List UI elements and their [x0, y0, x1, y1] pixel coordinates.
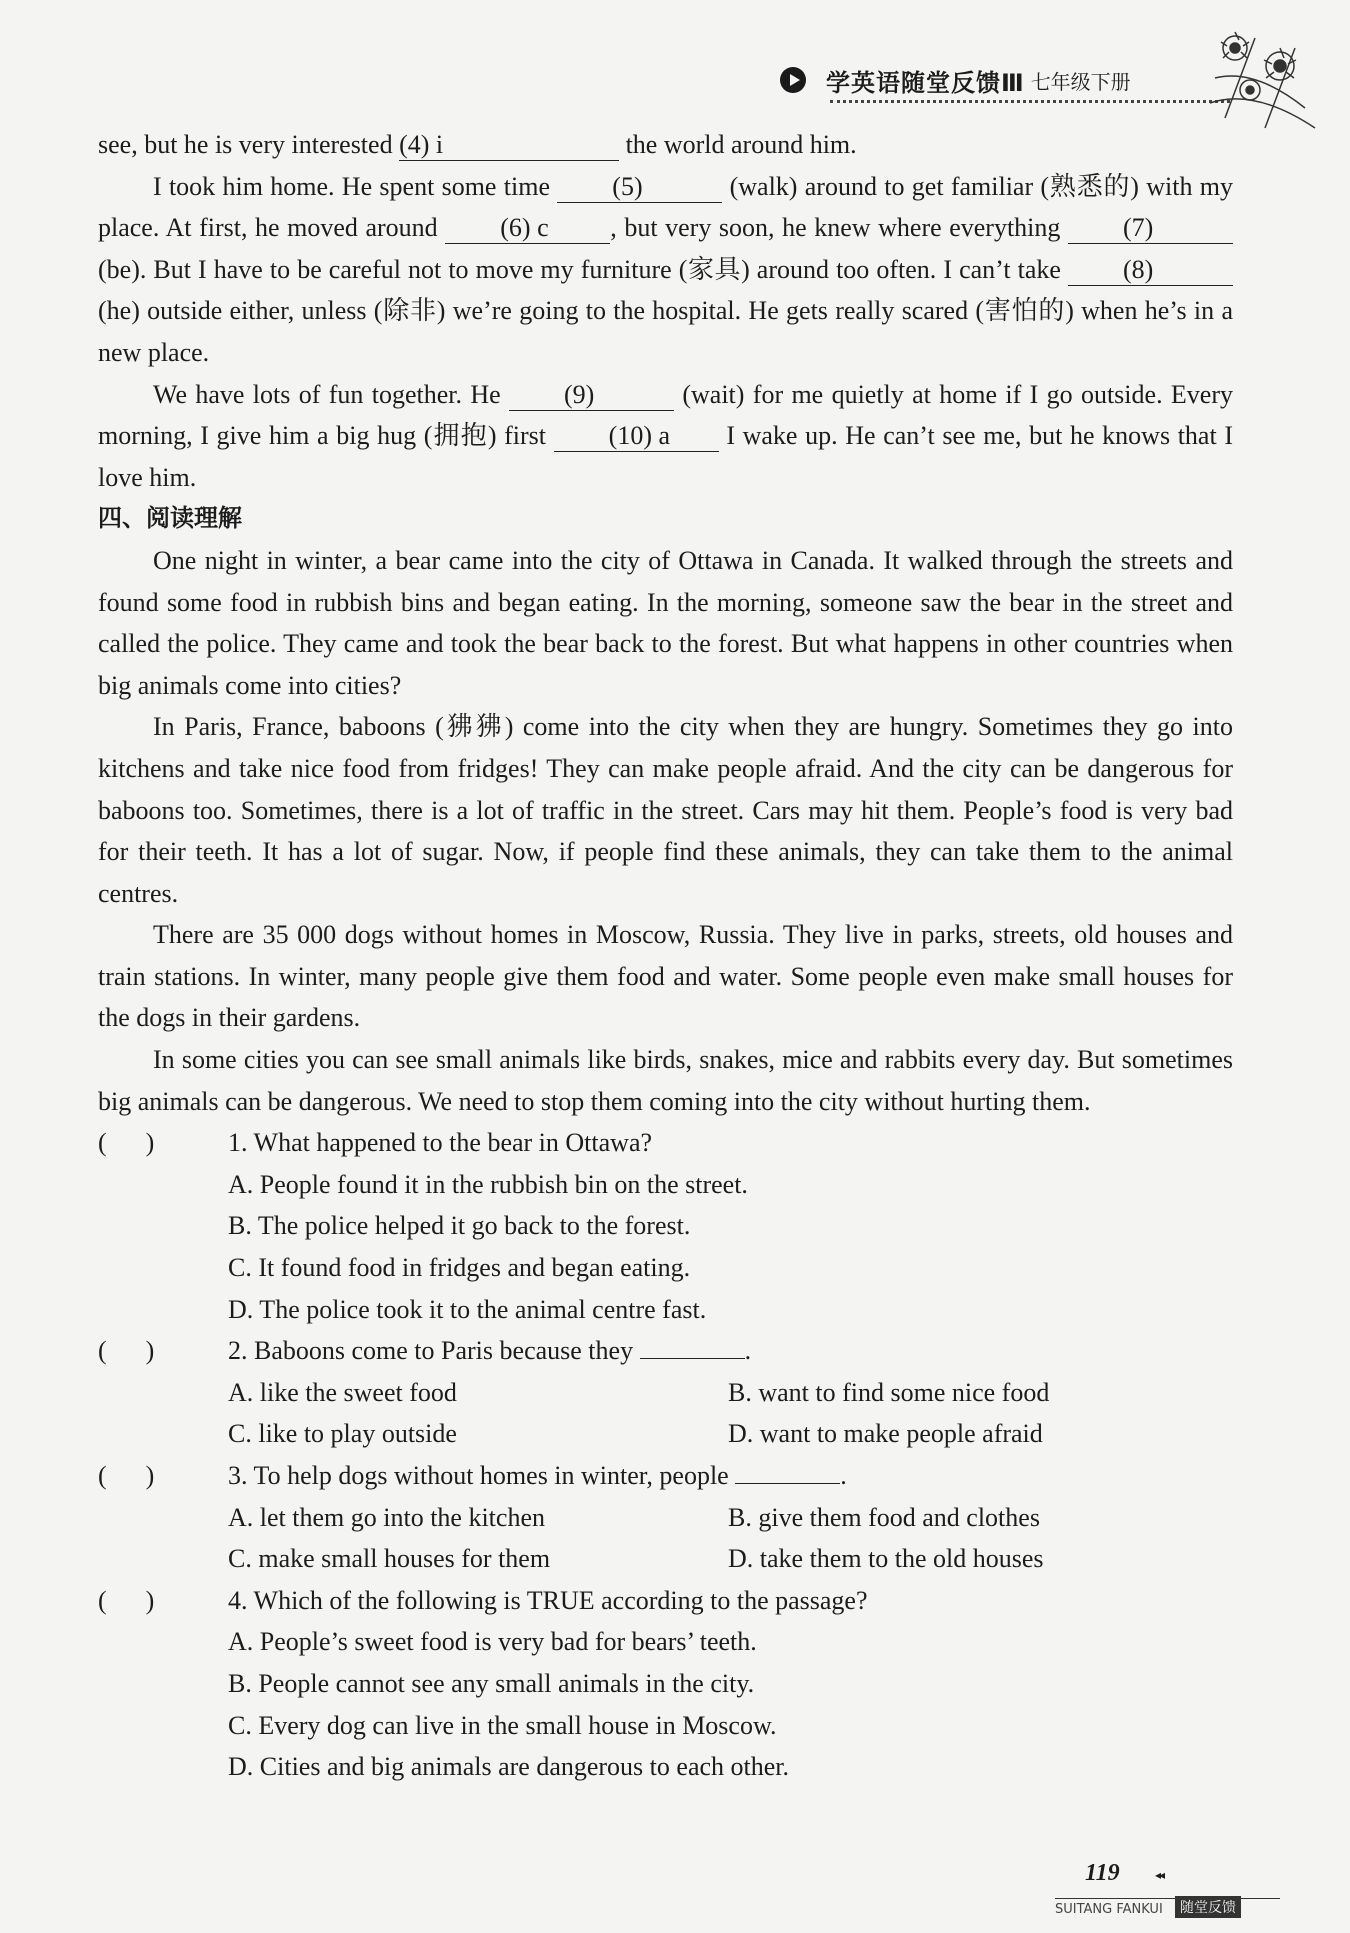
- option-c: C. Every dog can live in the small house in Moscow.: [228, 1710, 777, 1740]
- answer-blank-9[interactable]: (9): [509, 380, 674, 411]
- option-b: B. want to find some nice food: [728, 1377, 1050, 1407]
- answer-blank[interactable]: [735, 1483, 840, 1484]
- question-stem: 3. To help dogs without homes in winter, people: [228, 1461, 736, 1490]
- option-d: D. take them to the old houses: [728, 1544, 1044, 1574]
- question-stem: 4. Which of the following is TRUE according to the passage?: [228, 1585, 868, 1615]
- option-b: B. People cannot see any small animals in the city.: [228, 1668, 755, 1698]
- footer-badge: 随堂反馈: [1175, 1896, 1241, 1918]
- option-c: C. make small houses for them: [228, 1544, 551, 1574]
- answer-blank[interactable]: [640, 1358, 745, 1359]
- reading-paragraph: There are 35 000 dogs without homes in Moscow, Russia. They live in parks, streets, old houses and train stations. In winter, many people give them food and water. Some people even make small houses for the dogs in their gardens.: [98, 920, 1233, 1033]
- play-icon: [780, 67, 806, 93]
- book-subtitle: 七年级下册: [1030, 69, 1131, 94]
- answer-blank-10[interactable]: (10) a: [554, 421, 719, 452]
- question-1: [98, 1122, 1233, 1330]
- answer-blank-7[interactable]: (7): [1068, 213, 1233, 244]
- answer-blank-8[interactable]: (8): [1068, 255, 1233, 286]
- reading-paragraph: One night in winter, a bear came into the city of Ottawa in Canada. It walked through the streets and found some food in rubbish bins and began eating. In the morning, someone saw the bear in the street and called the police. They came and took the bear back to the forest. But what happens in other countries when big animals come into cities?: [98, 545, 1233, 700]
- answer-blank-4[interactable]: (4) i: [399, 130, 619, 161]
- section-heading: 四、阅读理解: [98, 504, 242, 533]
- reading-paragraph: In Paris, France, baboons (狒狒) come into the city when they are hungry. Sometimes they go into kitchens and take nice food from fridges! They can make people afraid. And the city can be dangerous for baboons too. Sometimes, there is a lot of traffic in the street. Cars may hit them. People’s food is very bad for their teeth. It has a lot of sugar. Now, if people find these animals, they can take them to the animal centres.: [98, 712, 1233, 908]
- option-a: A. let them go into the kitchen: [228, 1502, 545, 1532]
- cloze-paragraph: We have lots of fun together. He (9) (wait) for me quietly at home if I go outside. Every morning, I give him a big hug (拥抱) first (10) a I wake up. He can’t see me, but he knows that I love him.: [98, 379, 1234, 492]
- answer-bracket[interactable]: ( ): [98, 1128, 155, 1158]
- option-a: A. like the sweet food: [228, 1377, 457, 1407]
- question-4: [98, 1580, 1233, 1788]
- option-d: D. The police took it to the animal centre fast.: [228, 1294, 707, 1324]
- option-d: D. Cities and big animals are dangerous to each other.: [228, 1752, 790, 1782]
- option-a: A. People’s sweet food is very bad for bears’ teeth.: [228, 1627, 757, 1657]
- question-stem: 1. What happened to the bear in Ottawa?: [228, 1128, 653, 1158]
- question-2: ( ) 2. Baboons come to Paris because they . A. like the sweet food B. want to find some nice food C. like to play outside D. want to make people afraid: [98, 1330, 1233, 1455]
- footer-brand: SUITANG FANKUI: [1055, 1902, 1163, 1917]
- option-b: B. give them food and clothes: [728, 1502, 1040, 1532]
- option-c: C. like to play outside: [228, 1419, 457, 1449]
- answer-blank-6[interactable]: (6) c: [445, 213, 610, 244]
- page-content: [98, 124, 1233, 1788]
- answer-bracket[interactable]: ( ): [98, 1461, 155, 1490]
- option-d: D. want to make people afraid: [728, 1419, 1043, 1449]
- footer-rule: [1055, 1898, 1280, 1899]
- reading-paragraph: In some cities you can see small animals like birds, snakes, mice and rabbits every day. But sometimes big animals can be dangerous. We need to stop them coming into the city without hurting them.: [98, 1045, 1233, 1116]
- cloze-paragraph: see, but he is very interested (4) i the world around him.: [98, 130, 857, 159]
- question-3: ( ) 3. To help dogs without homes in winter, people . A. let them go into the kitchen B. give them food and clothes C. make small houses for them D. take them to the old houses: [98, 1455, 1233, 1580]
- cloze-paragraph: I took him home. He spent some time (5) (walk) around to get familiar (熟悉的) with my place. At first, he moved around (6) c , but very soon, he knew where everything (7) (be). But I have to be careful not to move my furniture (家具) around too often. I can’t take (8) (he) outside either, unless (除非) we’re going to the hospital. He gets really scared (害怕的) when he’s in a new place.: [98, 171, 1233, 367]
- option-c: C. It found food in fridges and began eating.: [228, 1253, 691, 1283]
- header-dotted-rule: [830, 100, 1230, 103]
- page-number: 119: [1085, 1860, 1120, 1886]
- arrow-left-icon: ◂◂: [1155, 1868, 1164, 1882]
- option-b: B. The police helped it go back to the forest.: [228, 1211, 691, 1241]
- book-title: 学英语随堂反馈Ⅲ: [826, 68, 1025, 97]
- option-a: A. People found it in the rubbish bin on the street.: [228, 1169, 748, 1199]
- page-header: [780, 60, 1131, 100]
- question-stem: 2. Baboons come to Paris because they: [228, 1336, 640, 1366]
- answer-bracket[interactable]: ( ): [98, 1336, 155, 1366]
- answer-bracket[interactable]: ( ): [98, 1585, 155, 1615]
- answer-blank-5[interactable]: (5): [557, 172, 722, 203]
